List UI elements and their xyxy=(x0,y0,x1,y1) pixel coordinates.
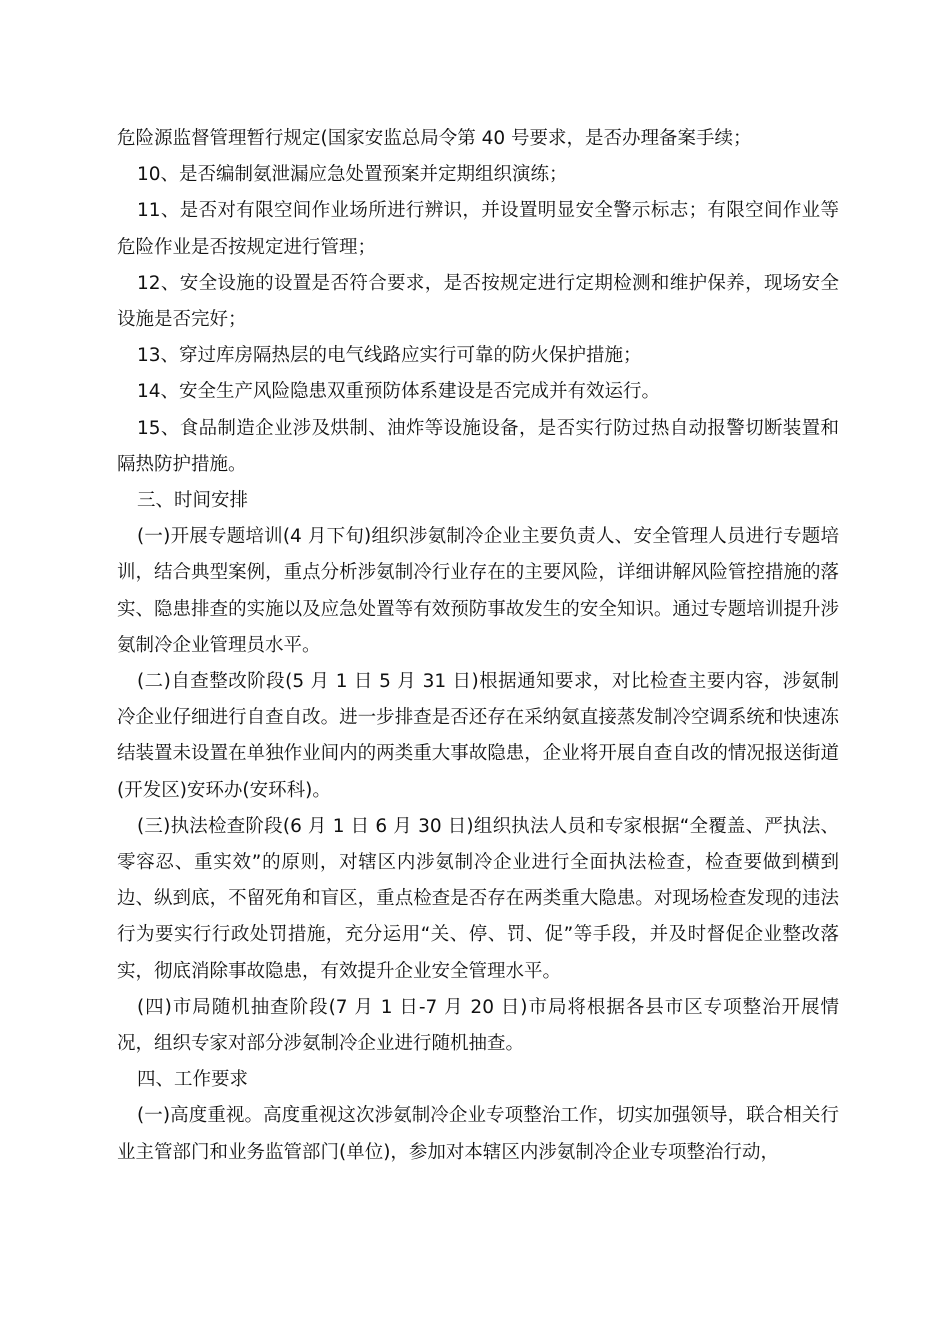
paragraph-item-14: 14、安全生产风险隐患双重预防体系建设是否完成并有效运行。 xyxy=(137,381,661,403)
paragraph-item-11: 11、是否对有限空间作业场所进行辨识，并设置明显安全警示标志；有限空间作业等危险作业是否按规定进行管理； xyxy=(117,200,839,258)
paragraph-schedule-2: (二)自查整改阶段(5 月 1 日 5 月 31 日)根据通知要求，对比检查主要内容，涉氨制冷企业仔细进行自查自改。进一步排查是否还存在采纳氨直接蒸发制冷空调系统和快速冻结装置未设置在单独作业间内的两类重大事故隐患，企业将开展自查自改的情况报送街道(开发区)安环办(安环科)。 xyxy=(117,671,839,801)
paragraph-item-9-continuation: 危险源监督管理暂行规定(国家安监总局令第 40 号要求，是否办理备案手续； xyxy=(117,128,752,149)
paragraph-item-15: 15、食品制造企业涉及烘制、油炸等设施设备，是否实行防过热自动报警切断装置和隔热防护措施。 xyxy=(117,417,839,475)
paragraph-schedule-1: (一)开展专题培训(4 月下旬)组织涉氨制冷企业主要负责人、安全管理人员进行专题培训，结合典型案例，重点分析涉氨制冷行业存在的主要风险，详细讲解风险管控措施的落实、隐患排查的实施以及应急处置等有效预防事故发生的安全知识。通过专题培训提升涉氨制冷企业管理员水平。 xyxy=(117,526,839,656)
document-body xyxy=(117,121,839,1171)
section-heading-schedule: 三、时间安排 xyxy=(137,490,249,512)
paragraph-schedule-3: (三)执法检查阶段(6 月 1 日 6 月 30 日)组织执法人员和专家根据“全覆盖、严执法、零容忍、重实效”的原则，对辖区内涉氨制冷企业进行全面执法检查，检查要做到横到边、纵到底，不留死角和盲区，重点检查是否存在两类重大隐患。对现场检查发现的违法行为要实行行政处罚措施，充分运用“关、停、罚、促”等手段，并及时督促企业整改落实，彻底消除事故隐患，有效提升企业安全管理水平。 xyxy=(117,815,839,982)
paragraph-schedule-4: (四)市局随机抽查阶段(7 月 1 日-7 月 20 日)市局将根据各县市区专项整治开展情况，组织专家对部分涉氨制冷企业进行随机抽查。 xyxy=(117,996,839,1055)
paragraph-requirement-1: (一)高度重视。高度重视这次涉氨制冷企业专项整治工作，切实加强领导，联合相关行业主管部门和业务监管部门(单位)，参加对本辖区内涉氨制冷企业专项整治行动， xyxy=(117,1105,839,1163)
section-heading-requirements: 四、工作要求 xyxy=(137,1069,249,1091)
paragraph-item-12: 12、安全设施的设置是否符合要求，是否按规定进行定期检测和维护保养，现场安全设施是否完好； xyxy=(117,272,839,331)
paragraph-item-13: 13、穿过库房隔热层的电气线路应实行可靠的防火保护措施； xyxy=(137,345,642,367)
paragraph-item-10: 10、是否编制氨泄漏应急处置预案并定期组织演练； xyxy=(137,164,568,186)
